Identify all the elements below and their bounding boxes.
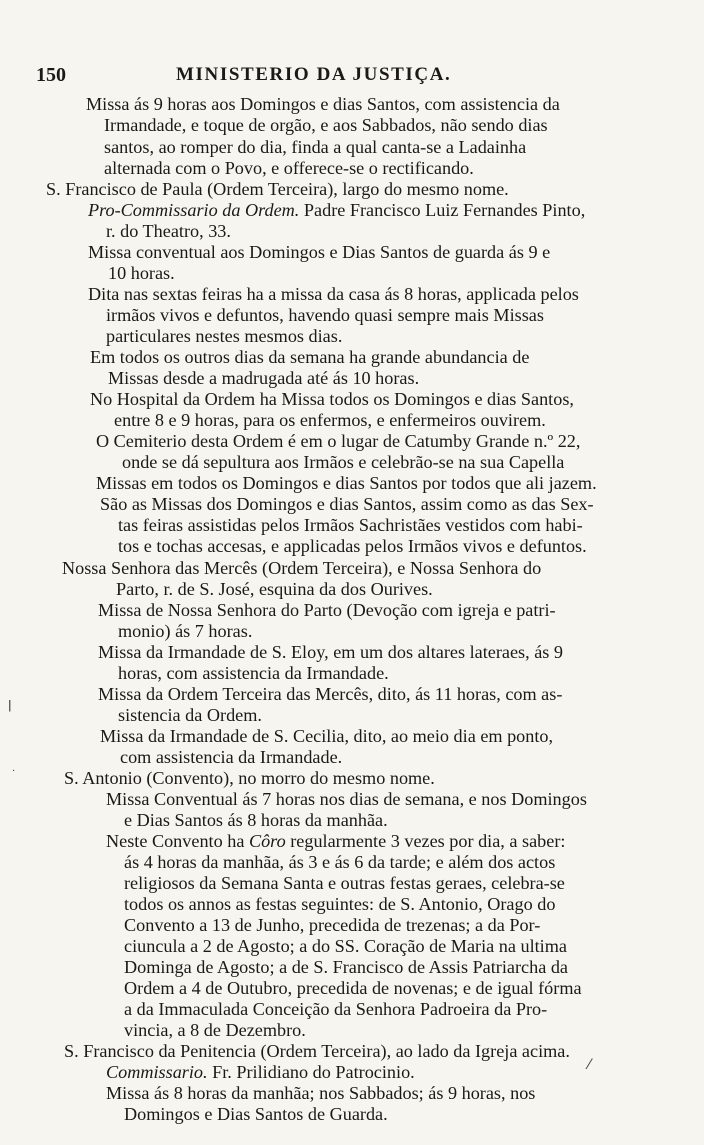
text-line: particulares nestes mesmos dias.	[106, 326, 343, 346]
section-heading: S. Francisco da Penitencia (Ordem Terceira), ao lado da Igreja acima.	[64, 1041, 570, 1061]
text-line: sistencia da Ordem.	[118, 705, 262, 725]
regularmente-text: regularmente 3 vezes por dia, a saber:	[290, 831, 566, 851]
text-line: Em todos os outros dias da semana ha grande abundancia de	[90, 347, 530, 367]
text-line: Missa ás 9 horas aos Domingos e dias Santos, com assistencia da	[86, 94, 560, 114]
text-line: alternada com o Povo, e offerece-se o rectificando.	[104, 158, 474, 178]
text-line: com assistencia da Irmandade.	[120, 747, 343, 767]
text-line: e Dias Santos ás 8 horas da manhãa.	[124, 810, 388, 830]
pro-commissario-name: Padre Francisco Luiz Fernandes Pinto,	[303, 200, 586, 220]
text-line: santos, ao romper do dia, finda a qual canta-se a Ladainha	[104, 137, 527, 157]
text-line: vincia, a 8 de Dezembro.	[124, 1020, 306, 1040]
text-line: todos os annos as festas seguintes: de S. Antonio, Orago do	[124, 894, 556, 914]
text-line: irmãos vivos e defuntos, havendo quasi sempre mais Missas	[106, 305, 544, 325]
text-line: a da Immaculada Conceição da Senhora Padroeira da Pro-	[124, 999, 548, 1019]
margin-speck: ǀ	[8, 698, 12, 712]
text-line: Parto, r. de S. José, esquina da dos Ourives.	[116, 579, 433, 599]
text-line: São as Missas dos Domingos e dias Santos, assim como as das Sex-	[100, 494, 594, 514]
section-heading: Nossa Senhora das Mercês (Ordem Terceira), e Nossa Senhora do	[62, 558, 542, 578]
pro-commissario-label: Pro-Commissario da Ordem.	[88, 200, 300, 220]
neste-convento-label: Neste Convento ha	[106, 831, 245, 851]
text-line	[106, 830, 565, 852]
text-line: Missas desde a madrugada até ás 10 horas.	[108, 368, 420, 388]
text-line: Missa da Irmandade de S. Cecilia, dito, ao meio dia em ponto,	[100, 726, 554, 746]
text-line	[88, 199, 585, 221]
section-heading: S. Francisco de Paula (Ordem Terceira), largo do mesmo nome.	[46, 179, 509, 199]
commissario-name: Fr. Prilidiano do Patrocinio.	[212, 1062, 415, 1082]
running-title: MINISTERIO DA JUSTIÇA.	[176, 64, 452, 85]
text-line: monio) ás 7 horas.	[118, 621, 253, 641]
page-header	[0, 64, 704, 88]
text-line: 10 horas.	[108, 263, 175, 283]
text-line: horas, com assistencia da Irmandade.	[118, 663, 389, 683]
text-line: Missa da Ordem Terceira das Mercês, dito, ás 11 horas, com as-	[98, 684, 563, 704]
text-line: Ordem a 4 de Outubro, precedida de novenas; e de igual fórma	[124, 978, 582, 998]
commissario-label: Commissario.	[106, 1062, 208, 1082]
text-line: onde se dá sepultura aos Irmãos e celebrão-se na sua Capella	[122, 452, 565, 472]
text-line: Missa conventual aos Domingos e Dias Santos de guarda ás 9 e	[88, 242, 551, 262]
text-line: Missa de Nossa Senhora do Parto (Devoção com igreja e patri-	[98, 600, 556, 620]
coro-word: Côro	[248, 831, 286, 851]
ink-mark: ⁄	[588, 1057, 591, 1073]
text-line: tas feiras assistidas pelos Irmãos Sachristães vestidos com habi-	[118, 515, 583, 535]
text-line: ciuncula a 2 de Agosto; a do SS. Coração de Maria na ultima	[124, 936, 567, 956]
text-line: Dominga de Agosto; a de S. Francisco de Assis Patriarcha da	[124, 957, 568, 977]
text-line: Dita nas sextas feiras ha a missa da casa ás 8 horas, applicada pelos	[88, 284, 579, 304]
section-heading: S. Antonio (Convento), no morro do mesmo nome.	[64, 768, 435, 788]
text-line: entre 8 e 9 horas, para os enfermos, e enfermeiros ouvirem.	[114, 410, 546, 430]
text-line	[106, 1061, 415, 1083]
text-line: Missa da Irmandade de S. Eloy, em um dos altares lateraes, ás 9	[98, 642, 563, 662]
text-line: Domingos e Dias Santos de Guarda.	[124, 1104, 388, 1124]
text-line: No Hospital da Ordem ha Missa todos os Domingos e dias Santos,	[90, 389, 574, 409]
text-line: Missas em todos os Domingos e dias Santos por todos que ali jazem.	[96, 473, 597, 493]
text-line: Missa ás 8 horas da manhãa; nos Sabbados; ás 9 horas, nos	[106, 1083, 536, 1103]
margin-speck: ·	[12, 766, 16, 777]
text-line: r. do Theatro, 33.	[106, 221, 231, 241]
text-line: ás 4 horas da manhãa, ás 3 e ás 6 da tarde; e além dos actos	[124, 852, 556, 872]
text-line: Convento a 13 de Junho, precedida de trezenas; a da Por-	[124, 915, 541, 935]
text-line: Missa Conventual ás 7 horas nos dias de semana, e nos Domingos	[106, 789, 587, 809]
text-line: O Cemiterio desta Ordem é em o lugar de Catumby Grande n.º 22,	[96, 431, 581, 451]
page-number: 150	[36, 64, 66, 86]
text-line: religiosos da Semana Santa e outras festas geraes, celebra-se	[124, 873, 565, 893]
text-line: tos e tochas accesas, e applicadas pelos Irmãos vivos e defuntos.	[118, 536, 587, 556]
text-line: Irmandade, e toque de orgão, e aos Sabbados, não sendo dias	[104, 115, 548, 135]
